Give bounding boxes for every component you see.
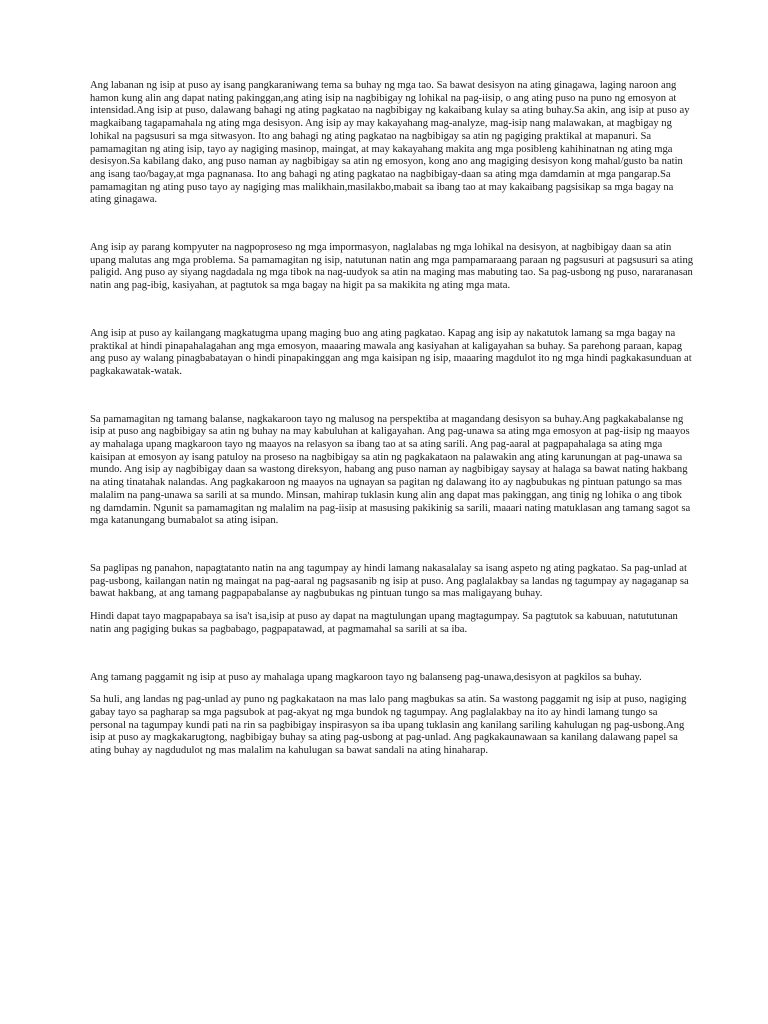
paragraph-4: Sa pamamagitan ng tamang balanse, nagkakaroon tayo ng malusog na perspektiba at magandang desisyon sa buhay.Ang pagkakabalanse ng isip at puso ang nagbibigay sa atin ng buhay na may kabuluhan at kaligayahan. Ang pag-unawa sa ating mga emosyon at pag-iisip ng maayos ay mahalaga upang magkaroon tayo ng maayos na relasyon sa ibang tao at sa ating sarili. Ang pag-aaral at pagpapahalaga sa ating mga kaisipan at emosyon ay isang patuloy na proseso na nagbibigay sa atin ng pagkakataon na palawakin ang ating karunungan at pag-unawa sa mundo. Ang isip ay nagbibigay daan sa wastong direksyon, habang ang puso naman ay nagbibigay saysay at halaga sa bawat nating hakbang na ating tinatahak nalandas. Ang pagkakaroon ng maayos na ugnayan sa pagitan ng dalawang ito ay nagbubukas ng pintuan patungo sa mas malalim na pang-unawa sa sarili at sa mundo. Minsan, mahirap tuklasin kung alin ang dapat mas pakinggan, ang tinig ng lohika o ang tibok ng damdamin. Ngunit sa pamamagitan ng malalim na pag-iisip at masusing pakikinig sa sarili, maaari nating matuklasan ang tamang sagot sa mga katanungang bumabalot sa ating isipan. bbox=[90, 413, 691, 527]
paragraph-7: Ang tamang paggamit ng isip at puso ay mahalaga upang magkaroon tayo ng balanseng pag-unawa,desisyon at pagkilos sa buhay. bbox=[90, 671, 642, 683]
paragraph-5: Sa paglipas ng panahon, napagtatanto natin na ang tagumpay ay hindi lamang nakasalalay sa isang aspeto ng ating pagkatao. Sa pag-unlad at pag-usbong, kailangan natin ng maingat na pag-aaral ng pagsasanib ng isip at puso. Ang paglalakbay sa landas ng tagumpay ay nagaganap sa bawat hakbang, at ang tamang pagpapabalanse ay nagbubukas ng pintuan tungo sa mas maligayang buhay. bbox=[90, 562, 689, 600]
paragraph-1: Ang labanan ng isip at puso ay isang pangkaraniwang tema sa buhay ng mga tao. Sa bawat desisyon na ating ginagawa, laging naroon ang hamon kung alin ang dapat nating pakinggan,ang ating isip na nagbibigay ng lohikal na pag-iisip, o ang ating puso na puno ng emosyon at intensidad.Ang isip at puso, dalawang bahagi ng ating pagkatao na nagbibigay ng kakaibang kulay sa ating buhay.Sa akin, ang isip at puso ay magkaibang tagapamahala ng ating mga desisyon. Ang isip ay may kakayahang mag-analyze, mag-isip nang malawakan, at magbigay ng lohikal na pagsusuri sa mga sitwasyon. Ito ang bahagi ng ating pagkatao na nagbibigay sa atin ng pagiging praktikal at mapanuri. Sa pamamagitan ng ating isip, tayo ay nagiging masinop, maingat, at may kakayahang makita ang mga posibleng kahihinatnan ng ating mga desisyon.Sa kabilang dako, ang puso naman ay nagbibigay sa atin ng emosyon, kong ano ang magiging desisyon kong mahal/gusto ba natin ang isang tao/bagay,at mga pagnanasa. Ito ang bahagi ng ating pagkatao na nagbibigay-daan sa ating mga damdamin at mga pangarap.Sa pamamagitan ng ating puso tayo ay nagiging mas malikhain,masilakbo,mabait sa ibang tao at may kakaibang pagsisikap sa mga bagay na ating ginagawa. bbox=[90, 80, 690, 206]
paragraph-8: Sa huli, ang landas ng pag-unlad ay puno ng pagkakataon na mas lalo pang magbukas sa atin. Sa wastong paggamit ng isip at puso, nagiging gabay tayo sa pagharap sa mga pagsubok at pag-akyat ng mga bundok ng tagumpay. Ang paglalakbay na ito ay hindi lamang tungo sa personal na tagumpay kundi pati na rin sa pagbibigay inspirasyon sa iba upang tuklasin ang kanilang sariling kahulugan ng pag-usbong.Ang isip at puso ay magkakarugtong, nagbibigay buhay sa ating pag-usbong at pag-unlad. Ang pagkakaunawaan sa kanilang dalawang papel sa ating buhay ay nagdudulot ng mas malalim na kahulugan sa bawat sandali na ating hinaharap. bbox=[90, 694, 687, 757]
document-page bbox=[90, 80, 694, 758]
paragraph-3: Ang isip at puso ay kailangang magkatugma upang maging buo ang ating pagkatao. Kapag ang isip ay nakatutok lamang sa mga bagay na praktikal at hindi pinapahalagahan ang mga emosyon, maaaring mawala ang kasiyahan at kaligayahan sa buhay. Sa parehong paraan, kapag ang puso ay walang pinagbabatayan o hindi pinapakinggan ang mga kaisipan ng isip, maaaring magdulot ito ng mga hindi pagkakasunduan at pagkakawatak-watak. bbox=[90, 327, 692, 377]
paragraph-2: Ang isip ay parang kompyuter na nagpoproseso ng mga impormasyon, naglalabas ng mga lohikal na desisyon, at nagbibigay daan sa atin upang malutas ang mga problema. Sa pamamagitan ng isip, natutunan natin ang mga pampamaraang paraan ng pagsusuri at pagsusuri sa ating paligid. Ang puso ay siyang nagdadala ng mga tibok na nag-uudyok sa atin na maging mas mabuting tao. Sa pag-usbong ng puso, nararanasan natin ang pag-ibig, kasiyahan, at pagtutok sa mga bagay na higit pa sa makikita ng ating mga mata. bbox=[90, 242, 694, 292]
paragraph-6: Hindi dapat tayo magpapabaya sa isa't isa,isip at puso ay dapat na magtulungan upang magtagumpay. Sa pagtutok sa kabuuan, natututunan natin ang pagiging bukas sa pagbabago, pagpapatawad, at pagmamahal sa sarili at sa iba. bbox=[90, 611, 678, 635]
